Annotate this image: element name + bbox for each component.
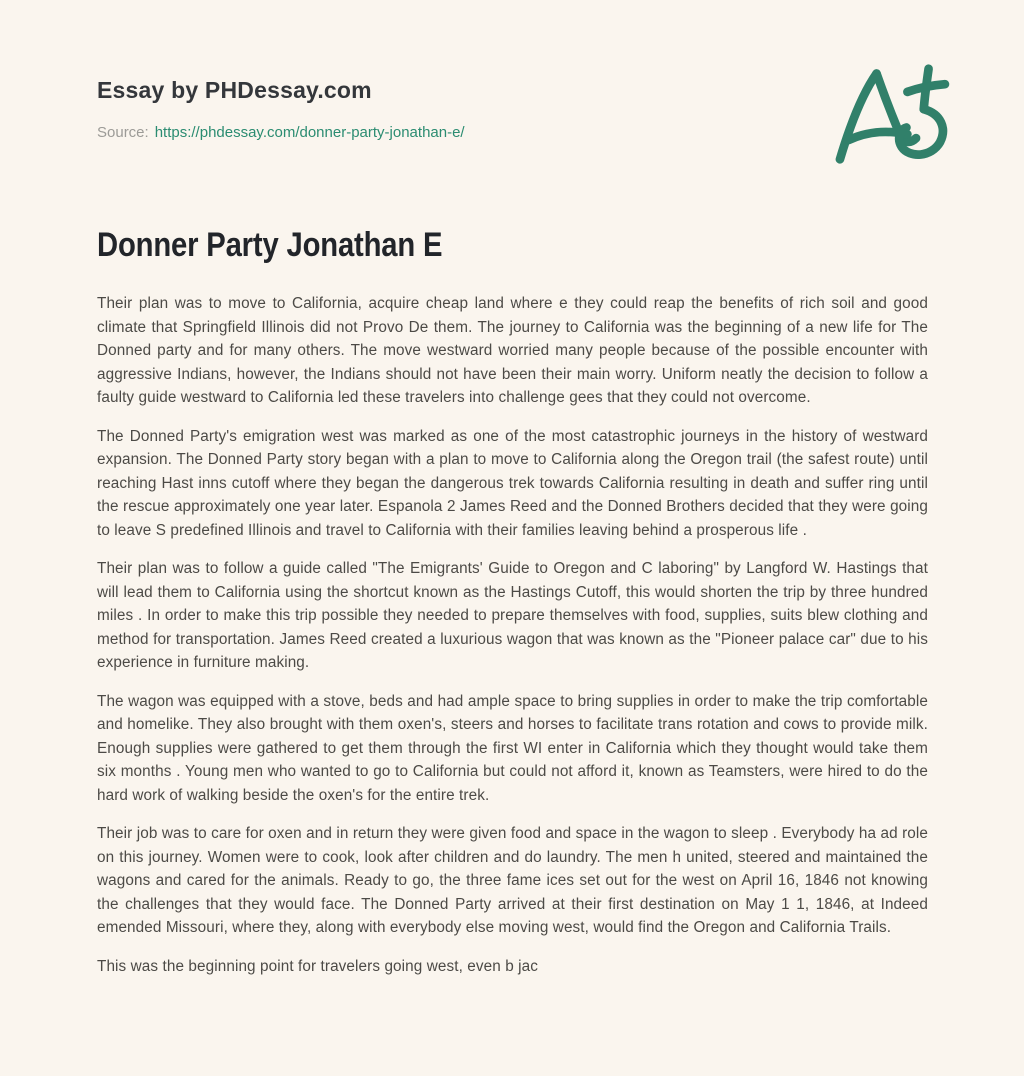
source-label: Source: — [97, 124, 149, 142]
essay-title — [97, 226, 928, 265]
essay-paragraph: The wagon was equipped with a stove, beds and had ample space to bring supplies in order to make the trip comfortable and homelike. They also brought with them oxen's, steers and horses to facilitate trans rotation and cows to provide milk. Enough supplies were gathered to get them through the first WI enter in California which they thought would take them six months . Young men who wanted to go to California but could not afford it, known as Teamsters, were hired to do the hard work of walking beside the oxen's for the entire trek. — [97, 692, 928, 804]
site-header-title: Essay by PHDessay.com — [97, 77, 372, 103]
essay-paragraph: Their job was to care for oxen and in return they were given food and space in the wagon to sleep . Everybody ha ad role on this journey. Women were to cook, look after children and do laundry. The men h united, steered and maintained the wagons and cared for the animals. Ready to go, the three fame ices set out for the west on April 16, 1846 not knowing the challenges that they would face. The Donned Party arrived at their first destination on May 1 1, 1846, at Indeed emended Missouri, where they, along with everybody else moving west, would find the Oregon and California Trails. — [97, 825, 928, 937]
source-link[interactable]: https://phdessay.com/donner-party-jonathan-e/ — [154, 124, 465, 142]
essay-paragraph: Their plan was to follow a guide called "The Emigrants' Guide to Oregon and C laboring" by Langford W. Hastings that will lead them to California using the shortcut known as the Hastings Cutoff, this would shorten the trip by three hundred miles . In order to make this trip possible they needed to prepare themselves with food, supplies, suits blew clothing and method for transportation. James Reed created a luxurious wagon that was known as the "Pioneer palace car" due to his experience in furniture making. — [97, 560, 928, 672]
essay-paragraph: Their plan was to move to California, acquire cheap land where e they could reap the benefits of rich soil and good climate that Springfield Illinois did not Provo De them. The journey to California was the beginning of a new life for The Donned party and for many others. The move westward worried many people because of the possible encounter with aggressive Indians, however, the Indians should not have been their main worry. Uniform neatly the decision to follow a faulty guide westward to California led these travelers into challenge gees that they could not overcome. — [97, 295, 928, 407]
a-plus-logo-icon — [832, 62, 950, 168]
essay-title-text: Donner Party Jonathan E — [97, 226, 443, 265]
source-row — [97, 124, 928, 142]
document-header — [97, 78, 928, 142]
essay-body — [97, 292, 928, 978]
essay-paragraph-truncated: This was the beginning point for travelers going west, even b jac — [97, 957, 539, 975]
essay-paragraph: The Donned Party's emigration west was marked as one of the most catastrophic journeys in the history of westward expansion. The Donned Party story began with a plan to move to California along the Oregon trail (the safest route) until reaching Hast inns cutoff where they began the dangerous trek towards California resulting in death and suffer ring until the rescue approximately one year later. Espanola 2 James Reed and the Donned Brothers decided that they were going to leave S predefined Illinois and travel to California with their families leaving behind a prosperous life . — [97, 427, 928, 539]
